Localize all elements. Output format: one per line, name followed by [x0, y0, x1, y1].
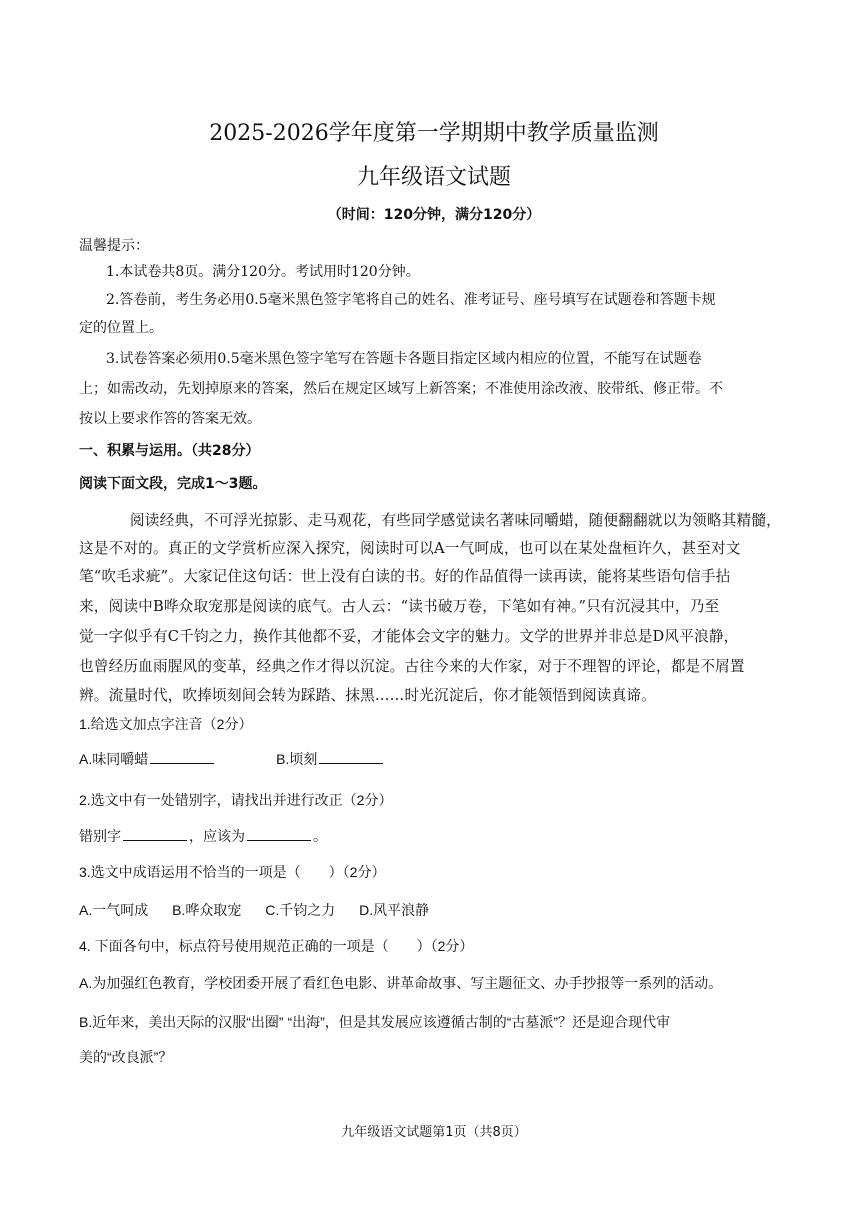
- passage-line: 也曾经历血雨腥风的变革，经典之作才得以沉淀。古往今来的大作家，对于不理智的评论，都是不屑置: [79, 658, 745, 675]
- passage-line: 来，阅读中B哗众取宠那是阅读的底气。古人云：“读书破万卷，下笔如有神。”只有沉浸其中，乃至: [79, 598, 720, 615]
- tip-item-3-line-1: 3.试卷答案必须用0.5毫米黑色签字笔写在答题卡各题目指定区域内相应的位置，不能写在试题卷: [106, 351, 702, 367]
- q3-option-c: C.千钧之力: [265, 902, 336, 918]
- q3-option-a: A.一气呵成: [79, 902, 149, 918]
- time-note: （时间：120分钟，满分120分）: [327, 207, 541, 223]
- tip-item-3-line-3: 按以上要求作答的答案无效。: [79, 411, 261, 427]
- question-1-stem: 1.给选文加点字注音（2分）: [79, 716, 253, 732]
- tip-item-2-line-1: 2.答卷前，考生务必用0.5毫米黑色签字笔将自己的姓名、准考证号、座号填写在试题卷和答题卡规: [106, 292, 716, 308]
- q2-prompt-2: ，应该为: [189, 828, 245, 844]
- passage-line: 辨。流量时代，吹捧顷刻间会转为踩踏、抹黑……时光沉淀后，你才能领悟到阅读真谛。: [79, 687, 656, 704]
- passage-line: 阅读经典，不可浮光掠影、走马观花，有些同学感觉读名著味同嚼蜡，随便翻翻就以为领略其精髓，: [130, 512, 781, 529]
- passage-line: 笔“吹毛求疵”。大家记住这句话：世上没有白读的书。好的作品值得一读再读，能将某些语句信手拈: [79, 568, 731, 585]
- question-2-answer-line: [79, 826, 327, 846]
- question-3-stem: 3.选文中成语运用不恰当的一项是（ ）（2分）: [79, 864, 386, 880]
- section-heading: 一、积累与运用。（共28分）: [79, 443, 260, 459]
- q2-answer-blank-2[interactable]: [247, 826, 311, 841]
- tips-label: 温馨提示：: [79, 238, 149, 254]
- exam-subject: 九年级语文试题: [356, 165, 511, 190]
- page-footer: 九年级语文试题第1页（共8页）: [341, 1125, 527, 1140]
- q4-option-b-line-2: 美的“改良派”？: [79, 1049, 173, 1065]
- q3-option-d: D.风平浪静: [359, 902, 430, 918]
- passage-line: 觉一字似乎有C千钧之力，换作其他都不妥，才能体会文字的魅力。文学的世界并非总是D风平浪静，: [79, 628, 739, 645]
- q4-option-b-line-1: B.近年来，美出天际的汉服“出圈” “出海”，但是其发展应该遵循古制的“古墓派”？还是迎合现代审: [79, 1014, 671, 1030]
- q2-prompt-1: 错别字: [79, 828, 121, 844]
- q1-option-a: A.味同嚼蜡: [79, 751, 149, 767]
- tip-item-1: 1.本试卷共8页。满分120分。考试用时120分钟。: [106, 264, 420, 280]
- q1-option-b: B.顷刻: [276, 751, 318, 767]
- question-3-options: [79, 900, 429, 920]
- question-4-stem: 4. 下面各句中，标点符号使用规范正确的一项是（ ）（2分）: [79, 938, 474, 954]
- passage-line: 这是不对的。真正的文学赏析应深入探究，阅读时可以A一气呵成，也可以在某处盘桓许久，甚至对文: [79, 540, 741, 557]
- q4-option-a: A.为加强红色教育，学校团委开展了看红色电影、讲革命故事、写主题征文、办手抄报等一系列的活动。: [79, 975, 723, 991]
- q2-prompt-3: 。: [313, 828, 327, 844]
- section-instruction: 阅读下面文段，完成1～3题。: [79, 476, 267, 492]
- tip-item-3-line-2: 上；如需改动，先划掉原来的答案，然后在规定区域写上新答案；不准使用涂改液、胶带纸、修正带。不: [79, 381, 723, 397]
- exam-title: 2025-2026学年度第一学期期中教学质量监测: [209, 121, 659, 146]
- q1-answer-blank-b[interactable]: [319, 749, 383, 764]
- question-2-stem: 2.选文中有一处错别字，请找出并进行改正（2分）: [79, 792, 393, 808]
- q1-answer-blank-a[interactable]: [150, 749, 214, 764]
- q2-answer-blank-1[interactable]: [123, 826, 187, 841]
- question-1-options: [79, 749, 385, 769]
- q3-option-b: B.哗众取宠: [172, 902, 242, 918]
- tip-item-2-line-2: 定的位置上。: [79, 320, 163, 336]
